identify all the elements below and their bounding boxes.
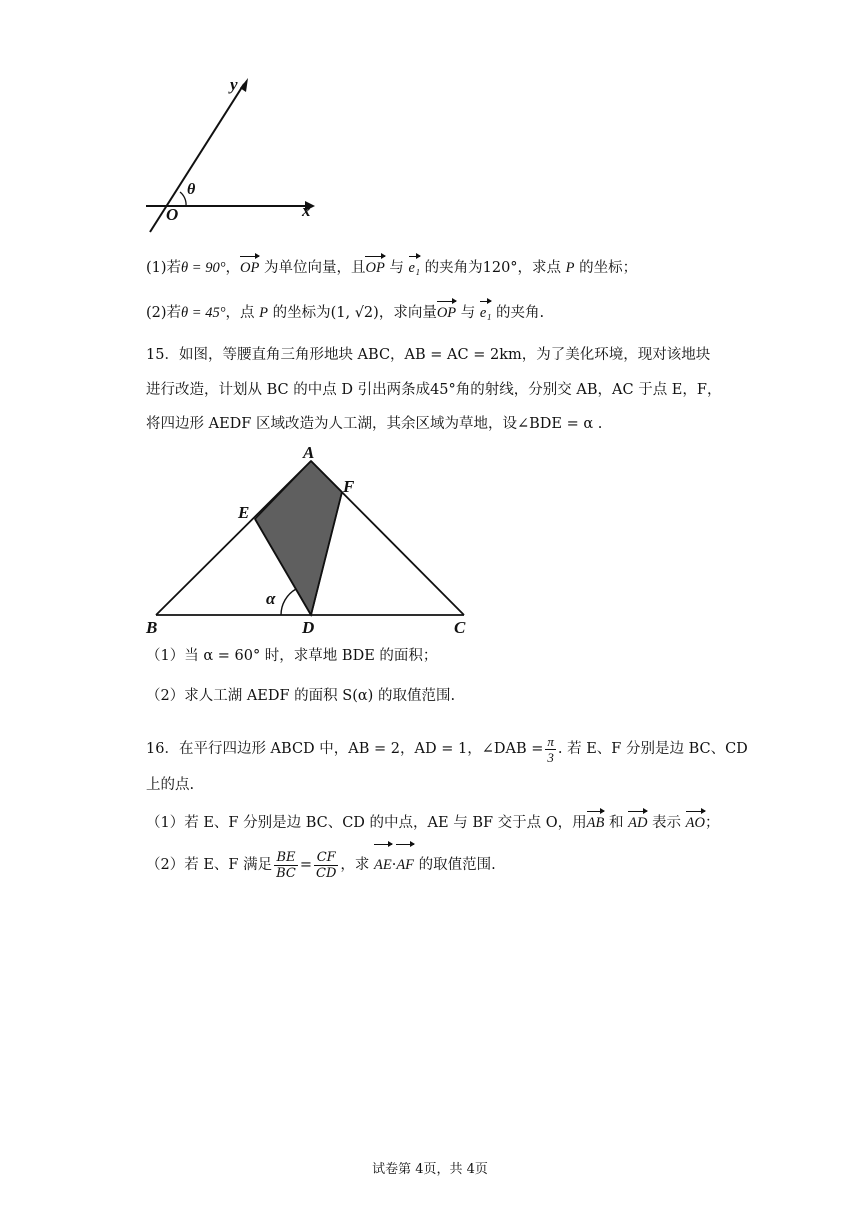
q14-part1-cond: θ = 90° xyxy=(181,260,226,276)
y-axis-label: y xyxy=(230,75,238,94)
q16-line1b: . 若 E、F 分别是边 BC、CD xyxy=(557,741,748,757)
point-p: P xyxy=(565,260,575,276)
q16-sub2a: （2）若 E、F 满足 xyxy=(146,857,273,873)
fraction-bc: BC xyxy=(276,865,296,881)
fraction-cf-cd xyxy=(314,850,338,881)
q16-sub1a: （1）若 E、F 分别是边 BC、CD 的中点，AE 与 BF 交于点 O，用 xyxy=(146,815,587,831)
vector-op: OP xyxy=(240,260,260,276)
triangle-figure xyxy=(140,440,480,640)
q14-part1 xyxy=(146,258,637,278)
vector-e1: e₁ xyxy=(408,260,421,276)
label-e: E xyxy=(238,503,250,522)
oblique-axes-figure xyxy=(140,70,330,240)
q16-sub1 xyxy=(146,813,720,833)
q14-part2-cond: θ = 45° xyxy=(181,305,226,321)
q16-sub2 xyxy=(146,846,496,884)
x-axis-label: x xyxy=(302,201,311,220)
q14-part2-t4: 的夹角. xyxy=(491,305,545,321)
fraction-cd: CD xyxy=(316,865,337,881)
dot-product: · xyxy=(391,857,397,873)
label-c: C xyxy=(454,618,466,637)
theta-arc xyxy=(180,192,186,206)
fraction-be-bc xyxy=(274,850,298,881)
origin-label: O xyxy=(166,205,179,224)
q16-sub1b: 表示 xyxy=(647,815,686,831)
vector-ab: AB xyxy=(586,815,605,831)
q14-part2-prefix: (2)若 xyxy=(146,305,182,321)
q15-line3: 将四边形 AEDF 区域改造为人工湖，其余区域为草地，设∠BDE = α . xyxy=(146,416,603,432)
equals-sign: = xyxy=(299,857,312,873)
label-f: F xyxy=(343,477,355,496)
q15-sub1: （1）当 α = 60° 时，求草地 BDE 的面积； xyxy=(146,648,438,664)
q14-part2-t1: ，点 xyxy=(225,305,260,321)
label-d: D xyxy=(302,618,315,637)
vector-op-2: OP xyxy=(365,260,385,276)
q14-part2 xyxy=(146,303,544,323)
fraction-den: 3 xyxy=(547,749,554,765)
fraction-num: π xyxy=(547,733,554,749)
q16-sub1and: 和 xyxy=(604,815,629,831)
q15-line1: 15．如图，等腰直角三角形地块 ABC，AB = AC = 2km，为了美化环境，现对该地块 xyxy=(146,347,711,363)
q16-line1a: 16．在平行四边形 ABCD 中，AB = 2，AD = 1，∠DAB = xyxy=(146,741,544,757)
q16-sub2b: ，求 xyxy=(340,857,374,873)
vector-ae: AE xyxy=(374,846,392,884)
q16-line2: 上的点. xyxy=(146,777,195,793)
q14-part1-t2: 为单位向量，且 xyxy=(259,260,366,276)
q14-part2-t3: 与 xyxy=(456,305,480,321)
side-ac xyxy=(311,461,464,615)
page-footer: 试卷第 4页，共 4页 xyxy=(372,1162,488,1177)
vector-e1-2: e₁ xyxy=(479,305,492,321)
q14-part1-t1: ， xyxy=(225,260,241,276)
q15-sub2: （2）求人工湖 AEDF 的面积 S(α) 的取值范围. xyxy=(146,688,456,704)
q15-line2: 进行改造，计划从 BC 的中点 D 引出两条成45°角的射线，分别交 AB，AC 于点 E，F， xyxy=(146,382,722,398)
y-axis xyxy=(150,84,244,232)
label-b: B xyxy=(146,618,158,637)
label-a: A xyxy=(303,443,315,462)
q16-sub2c: 的取值范围. xyxy=(414,857,496,873)
vector-ad: AD xyxy=(628,815,648,831)
q14-part1-prefix: (1)若 xyxy=(146,260,182,276)
vector-af: AF xyxy=(396,846,414,884)
q16-line1 xyxy=(146,731,748,767)
q14-part1-t5: 的坐标； xyxy=(574,260,638,276)
label-alpha: α xyxy=(266,589,276,608)
fraction-cf: CF xyxy=(314,850,338,866)
point-p-2: P xyxy=(259,305,268,321)
alpha-arc xyxy=(281,589,296,615)
vector-ao: AO xyxy=(685,815,705,831)
fraction-pi-3 xyxy=(545,734,556,765)
q14-part2-t2: 的坐标为(1, √2)，求向量 xyxy=(267,305,437,321)
theta-label: θ xyxy=(187,181,196,198)
vector-op-3: OP xyxy=(436,305,457,321)
q16-sub1end: ； xyxy=(705,815,720,831)
q14-part1-t4: 的夹角为120°，求点 xyxy=(420,260,566,276)
fraction-be: BE xyxy=(274,850,298,866)
q14-part1-t3: 与 xyxy=(384,260,409,276)
